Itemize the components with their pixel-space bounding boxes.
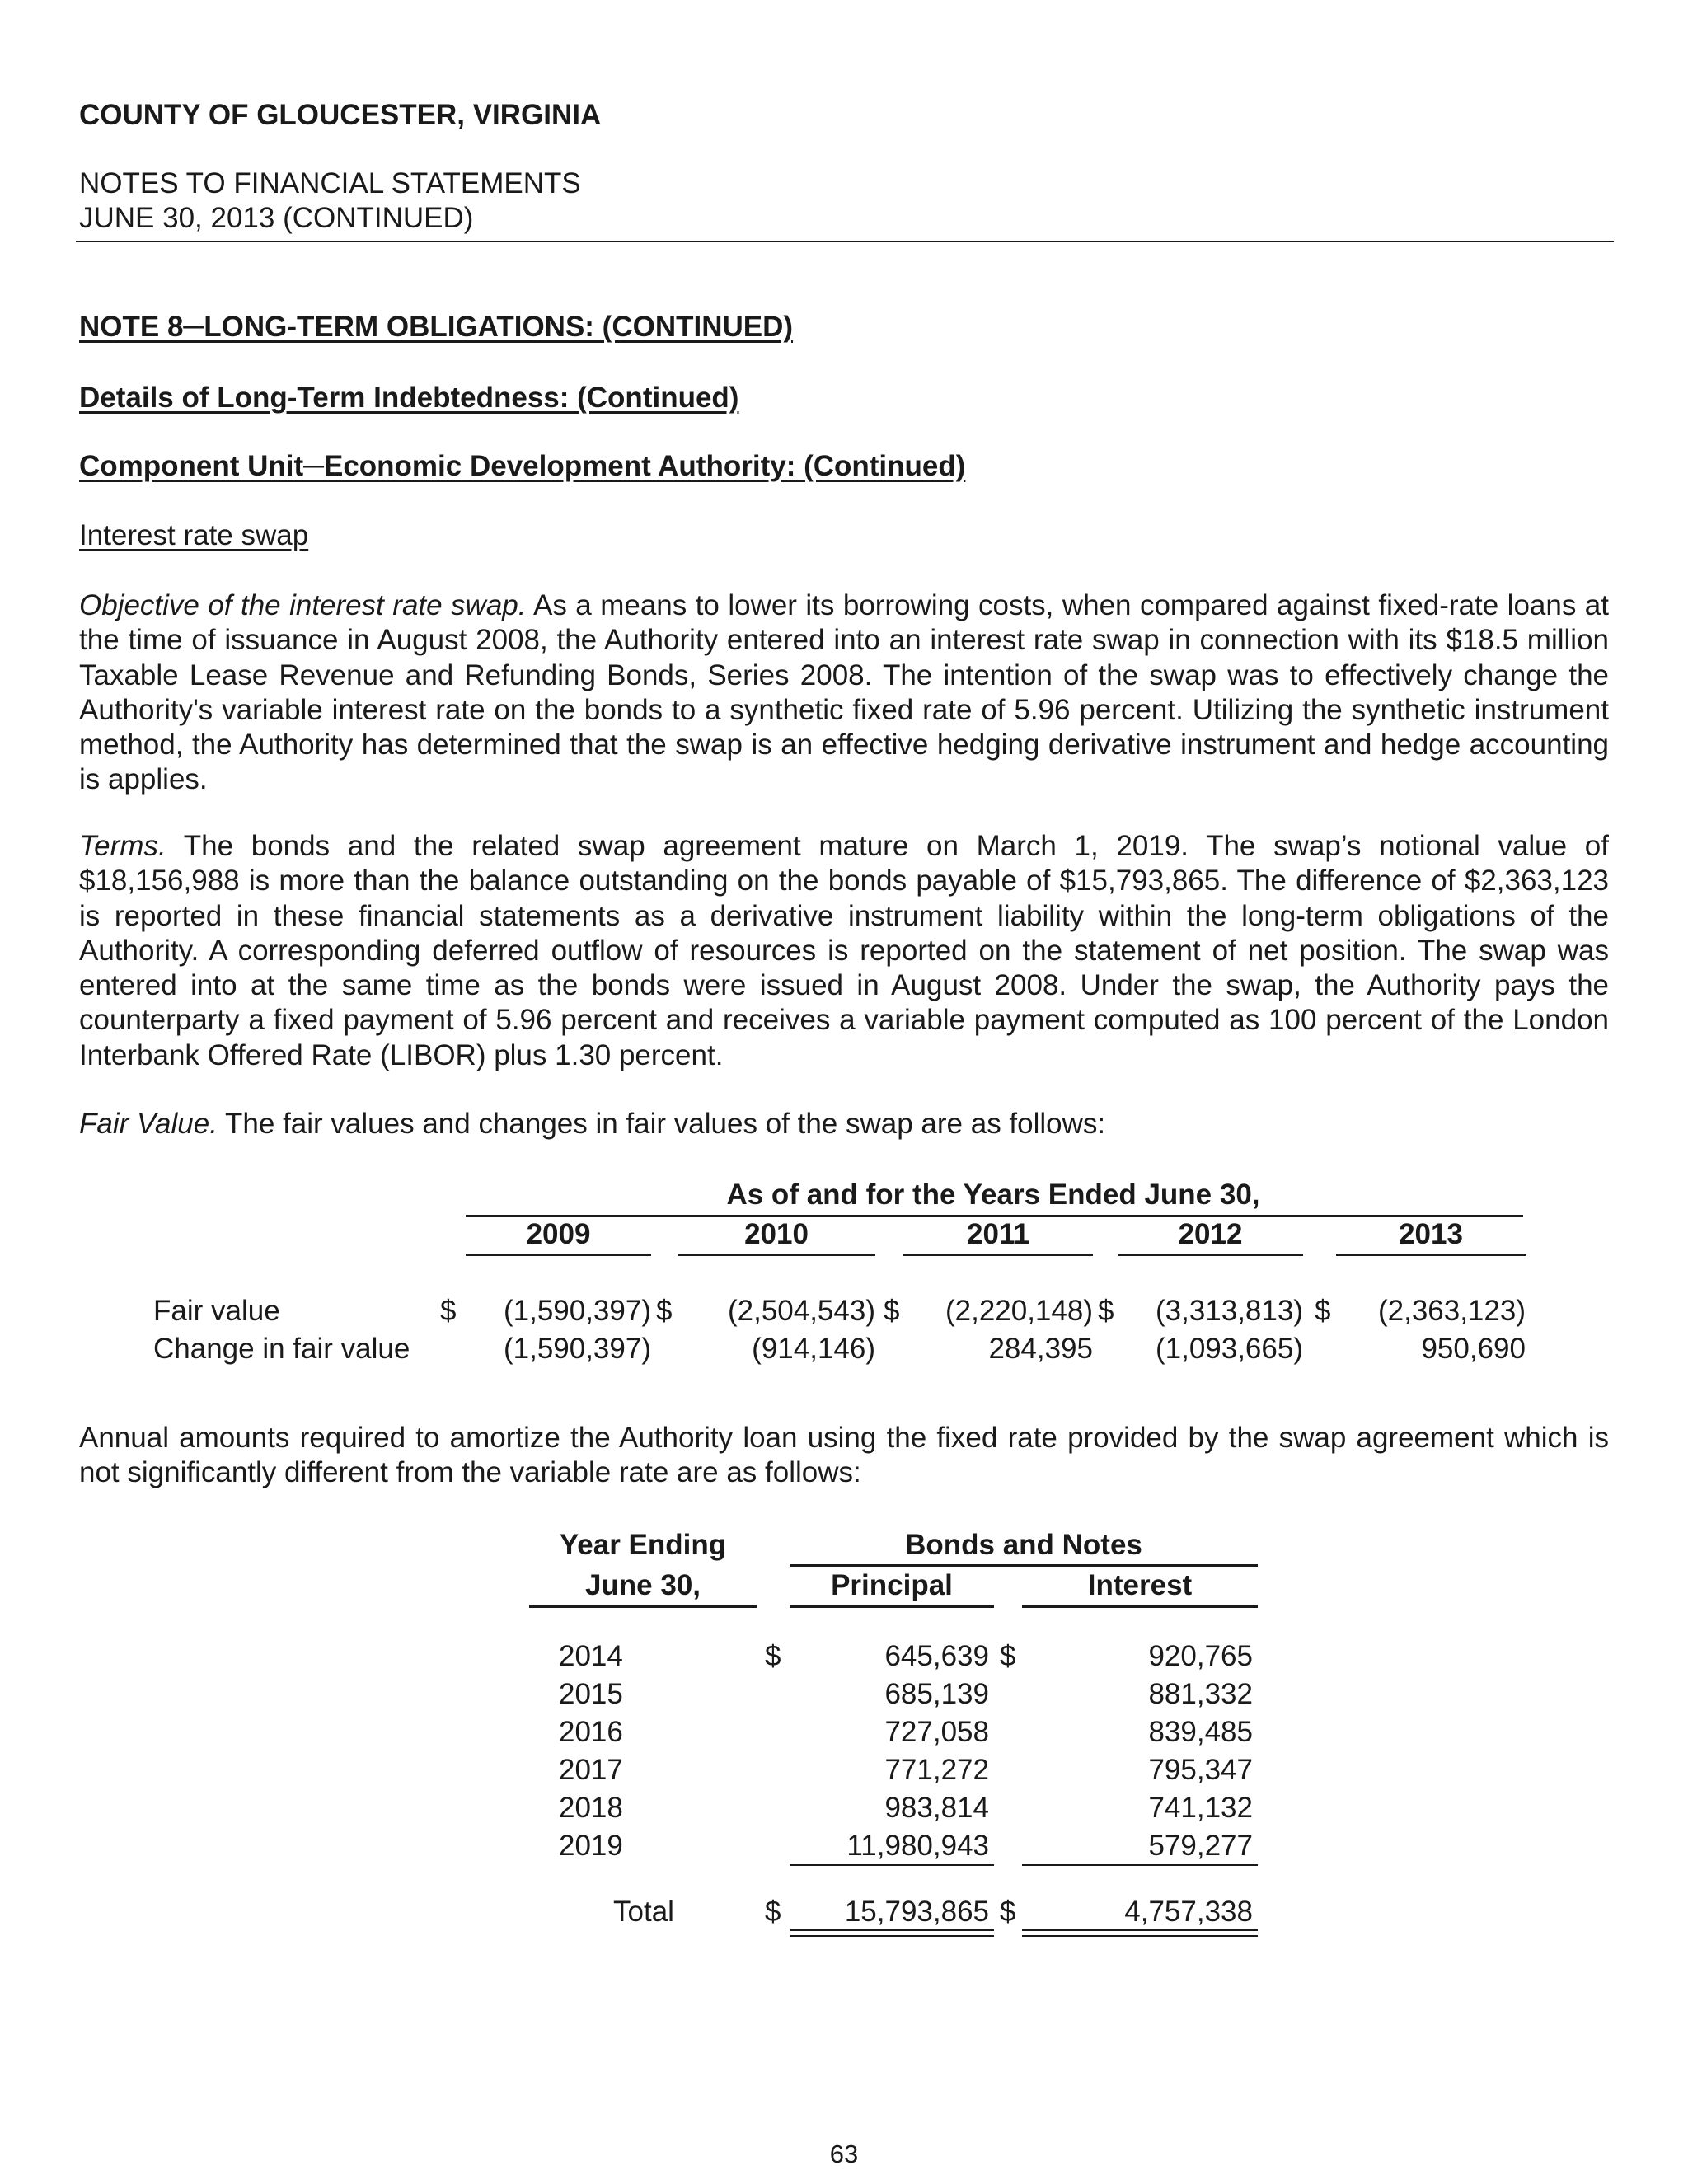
terms-paragraph (79, 829, 1609, 1073)
col-principal-rule (790, 1605, 994, 1608)
amort-principal: 983,814 (884, 1792, 989, 1824)
fv-dollar-2009: $ (440, 1295, 457, 1327)
fv-year-2010: 2010 (744, 1218, 809, 1250)
amort-dollar-interest: $ (1000, 1640, 1016, 1672)
fv-rule-2009 (466, 1254, 651, 1256)
amort-principal: 685,139 (884, 1678, 989, 1710)
amort-principal: 771,272 (884, 1754, 989, 1786)
total-dollar-interest: $ (1000, 1896, 1016, 1928)
fv-rule-2012 (1118, 1254, 1303, 1256)
fair-value-paragraph (79, 1107, 1609, 1141)
col-interest: Interest (1087, 1569, 1193, 1601)
fv-change-2010: (914,146) (752, 1333, 875, 1365)
col-year-ending-line2: June 30, (584, 1569, 701, 1601)
fv-value-2013: (2,363,123) (1377, 1295, 1526, 1327)
fv-row-label: Fair value (153, 1295, 280, 1327)
fv-year-2011: 2011 (967, 1218, 1029, 1250)
fv-change-2013: 950,690 (1421, 1333, 1526, 1365)
fv-rule-2013 (1336, 1254, 1526, 1256)
entity-title: COUNTY OF GLOUCESTER, VIRGINIA (79, 99, 602, 131)
fv-dollar-2013: $ (1315, 1295, 1331, 1327)
fv-value-2010: (2,504,543) (727, 1295, 875, 1327)
terms-text: The bonds and the related swap agreement mature on March 1, 2019. The swap’s notional value of $18,156,988 is more than the balance outstanding on the bonds payable of $15,793,865. The difference of $2,363,123 is reported in these financial statements as a derivative instrument liability within the long-term obligations of the Authority. A corresponding deferred outflow of resources is reported on the statement of net position. The swap was entered into at the same time as the bonds were issued in August 2008. Under the swap, the Authority pays the counterparty a fixed payment of 5.96 percent and receives a variable payment computed as 100 percent of the London Interbank Offered Rate (LIBOR) plus 1.30 percent. (79, 830, 1609, 1071)
fv-rule-2010 (678, 1254, 875, 1256)
col-year-ending-line1: Year Ending (559, 1529, 727, 1561)
objective-lead: Objective of the interest rate swap. (79, 589, 527, 621)
amort-interest: 741,132 (1148, 1792, 1253, 1824)
amort-year: 2016 (559, 1716, 623, 1748)
amort-year: 2017 (559, 1754, 623, 1786)
amort-year: 2018 (559, 1792, 623, 1824)
total-interest: 4,757,338 (1124, 1896, 1253, 1928)
fv-caption-rule (466, 1215, 1523, 1217)
total-principal: 15,793,865 (844, 1896, 989, 1928)
fv-value-2009: (1,590,397) (503, 1295, 651, 1327)
amort-interest: 839,485 (1148, 1716, 1253, 1748)
terms-lead: Terms. (79, 830, 166, 862)
total-double-rule-interest-2 (1022, 1935, 1258, 1937)
amortize-paragraph (79, 1421, 1609, 1491)
amort-principal: 645,639 (884, 1640, 989, 1672)
details-heading: Details of Long-Term Indebtedness: (Continued) (79, 382, 739, 414)
amortize-text: Annual amounts required to amortize the Authority loan using the fixed rate provided by the swap agreement which is not significantly different from the variable rate are as follows: (79, 1422, 1609, 1489)
col-year-rule (529, 1605, 757, 1608)
page-number: 63 (829, 2139, 859, 2168)
swap-subheading: Interest rate swap (79, 519, 309, 551)
amort-year: 2019 (559, 1830, 623, 1862)
group-rule (790, 1564, 1258, 1567)
fv-dollar-2012: $ (1098, 1295, 1114, 1327)
fv-value-2011: (2,220,148) (945, 1295, 1093, 1327)
fv-dollar-2011: $ (884, 1295, 900, 1327)
fv-table-caption: As of and for the Years Ended June 30, (726, 1179, 1260, 1211)
total-double-rule-interest-1 (1022, 1929, 1258, 1931)
fv-year-2009: 2009 (526, 1218, 591, 1250)
total-double-rule-principal-1 (790, 1929, 994, 1931)
fv-year-2013: 2013 (1399, 1218, 1463, 1250)
statement-title: NOTES TO FINANCIAL STATEMENTS (79, 167, 581, 199)
objective-paragraph (79, 588, 1609, 798)
fv-change-2011: 284,395 (988, 1333, 1093, 1365)
fv-dollar-2010: $ (656, 1295, 673, 1327)
amort-year: 2015 (559, 1678, 623, 1710)
subtotal-rule-principal (790, 1864, 994, 1866)
fv-rule-2011 (903, 1254, 1093, 1256)
amort-interest: 579,277 (1148, 1830, 1253, 1862)
component-heading: Component Unit─Economic Development Authority: (Continued) (79, 450, 966, 482)
amort-principal: 11,980,943 (846, 1830, 989, 1862)
col-principal: Principal (831, 1569, 953, 1601)
fair-value-text: The fair values and changes in fair values of the swap are as follows: (217, 1108, 1106, 1140)
amort-year: 2014 (559, 1640, 623, 1672)
col-group-bonds-notes: Bonds and Notes (905, 1529, 1142, 1561)
subtotal-rule-interest (1022, 1864, 1258, 1866)
amort-principal: 727,058 (884, 1716, 989, 1748)
amort-dollar-principal: $ (765, 1640, 781, 1672)
amort-interest: 881,332 (1148, 1678, 1253, 1710)
fair-value-lead: Fair Value. (79, 1108, 218, 1140)
fv-row-label: Change in fair value (153, 1333, 410, 1365)
fv-change-2009: (1,590,397) (503, 1333, 651, 1365)
amort-interest: 920,765 (1148, 1640, 1253, 1672)
note-heading: NOTE 8─LONG-TERM OBLIGATIONS: (CONTINUED) (79, 311, 794, 343)
statement-date: JUNE 30, 2013 (CONTINUED) (79, 202, 474, 234)
amort-interest: 795,347 (1148, 1754, 1253, 1786)
fv-year-2012: 2012 (1178, 1218, 1243, 1250)
total-double-rule-principal-2 (790, 1935, 994, 1937)
header-rule (76, 241, 1614, 242)
col-interest-rule (1022, 1605, 1258, 1608)
objective-text: As a means to lower its borrowing costs, when compared against fixed-rate loans at the time of issuance in August 2008, the Authority entered into an interest rate swap in connection with its $18.5 million Taxable Lease Revenue and Refunding Bonds, Series 2008. The intention of the swap was to effectively change the Authority's variable interest rate on the bonds to a synthetic fixed rate of 5.96 percent. Utilizing the synthetic instrument method, the Authority has determined that the swap is an effective hedging derivative instrument and hedge accounting is applies. (79, 589, 1609, 796)
total-dollar-principal: $ (765, 1896, 781, 1928)
total-label: Total (613, 1896, 674, 1928)
fv-change-2012: (1,093,665) (1155, 1333, 1303, 1365)
fv-value-2012: (3,313,813) (1155, 1295, 1303, 1327)
